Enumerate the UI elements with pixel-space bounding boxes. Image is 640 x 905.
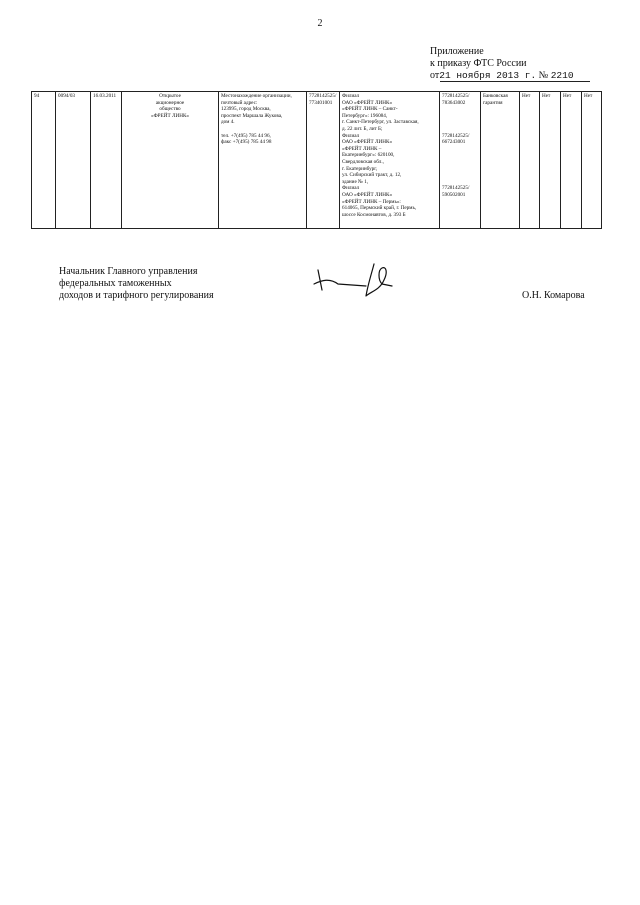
signatory-title-line2: федеральных таможенных xyxy=(59,278,172,289)
registry-table xyxy=(31,91,602,229)
cell-org-form: Открытое акционерное общество «ФРЕЙТ ЛИНК» xyxy=(122,92,219,229)
cell-branches: Филиал ОАО «ФРЕЙТ ЛИНК» «ФРЕЙТ ЛИНК – Санкт- Петербург»: 196084, г. Санкт-Петербург, ул. Заставская, д. 22 лит. Б, лит Б; Филиал ОАО «ФРЕЙТ ЛИНК» «ФРЕЙТ ЛИНК – Екатеринбург»: 620100, Свердловская обл., г. Екатеринбург, ул. Сибирский тракт, д. 12, здание № 1, Филиал ОАО «ФРЕЙТ ЛИНК» «ФРЕЙТ ЛИНК – Пермь»: 614065, Пермский край, г. Пермь, шоссе Космонавтов, д. 393 Б xyxy=(340,92,440,229)
annex-header xyxy=(430,46,574,82)
table-row xyxy=(32,92,602,229)
signatory-title xyxy=(59,266,214,302)
cell-c9: Нет xyxy=(540,92,561,229)
number-prefix: № xyxy=(538,70,549,81)
signatory-name: О.Н. Комарова xyxy=(522,290,585,301)
order-date: 21 ноября 2013 г. xyxy=(439,70,537,81)
underline xyxy=(440,81,590,82)
page-number: 2 xyxy=(317,18,323,29)
cell-c10: Нет xyxy=(561,92,582,229)
annex-order-date-line xyxy=(430,70,574,82)
cell-date: 16.03.2011 xyxy=(91,92,122,229)
cell-inn-kpp: 7728142525/ 773401001 xyxy=(307,92,340,229)
cell-guarantee: Банковская гарантия xyxy=(481,92,520,229)
cell-c8: Нет xyxy=(520,92,540,229)
cell-c11: Нет xyxy=(582,92,602,229)
cell-reg-no: 0094/03 xyxy=(56,92,91,229)
signatory-title-line1: Начальник Главного управления xyxy=(59,266,198,277)
annex-title: Приложение xyxy=(430,46,484,57)
cell-branch-inn-kpp: 7728142525/ 783643002 7728142525/ 667243001 7728142525/ 590502001 xyxy=(440,92,481,229)
order-number: 2210 xyxy=(550,70,574,81)
handwritten-signature-icon xyxy=(308,262,400,300)
cell-address: Местонахождение организации, почтовый адрес: 123995, город Москва, проспект Маршала Жукова, дом 4. тел. +7(495) 785 44 96, факс +7(495) 785 44 98 xyxy=(219,92,307,229)
annex-order-ref: к приказу ФТС России xyxy=(430,58,527,69)
date-prefix: от xyxy=(430,70,440,81)
cell-num: 94 xyxy=(32,92,56,229)
signatory-title-line3: доходов и тарифного регулирования xyxy=(59,290,214,301)
